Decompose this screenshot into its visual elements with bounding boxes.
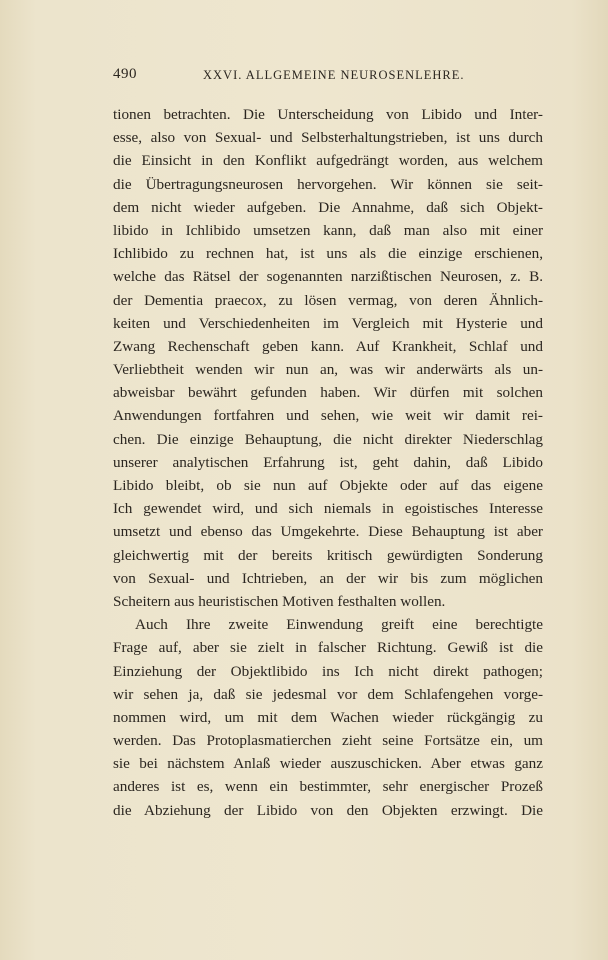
text-line: keiten und Verschiedenheiten im Vergleich mit Hysterie und: [113, 314, 543, 332]
text-line: sie bei nächstem Anlaß wieder auszuschicken. Aber etwas ganz: [113, 755, 543, 773]
text-line: welche das Rätsel der sogenannten narzißtischen Neurosen, z. B.: [113, 268, 543, 286]
text-line: Ichlibido zu rechnen hat, ist uns als die einzige erschienen,: [113, 245, 543, 263]
text-line: Einziehung der Objektlibido ins Ich nicht direkt pathogen;: [113, 662, 543, 680]
text-line: umsetzt und ebenso das Umgekehrte. Diese Behauptung ist aber: [113, 523, 543, 541]
text-line: chen. Die einzige Behauptung, die nicht direkter Niederschlag: [113, 430, 543, 448]
text-line: abweisbar bewährt gefunden haben. Wir dürfen mit solchen: [113, 384, 543, 402]
text-line: wir sehen ja, daß sie jedesmal vor dem Schlafengehen vorge-: [113, 685, 543, 703]
text-line: Libido bleibt, ob sie nun auf Objekte oder auf das eigene: [113, 477, 543, 494]
page-number: 490: [113, 66, 137, 82]
paragraph-end-line: Scheitern aus heuristischen Motiven festhalten wollen.: [113, 592, 446, 610]
text-line: gleichwertig mit der bereits kritisch gewürdigten Sonderung: [113, 546, 543, 564]
text-line: Zwang Rechenschaft geben kann. Auf Krankheit, Schlaf und: [113, 337, 543, 355]
text-line: werden. Das Protoplasmatierchen zieht seine Fortsätze ein, um: [113, 732, 543, 750]
text-line: Verliebtheit wenden wir nun an, was wir anderwärts als un-: [113, 361, 543, 379]
text-line: libido in Ichlibido umsetzen kann, daß man also mit einer: [113, 221, 543, 239]
text-line: unserer analytischen Erfahrung ist, geht dahin, daß Libido: [113, 453, 543, 471]
text-line: die Übertragungsneurosen hervorgehen. Wir können sie seit-: [113, 175, 543, 193]
text-line: die Abziehung der Libido von den Objekten erzwingt. Die: [113, 801, 543, 819]
text-line: Ich gewendet wird, und sich niemals in egoistisches Interesse: [113, 500, 543, 518]
text-line: der Dementia praecox, zu lösen vermag, von deren Ähnlich-: [113, 291, 543, 309]
text-line: Frage auf, aber sie zielt in falscher Richtung. Gewiß ist die: [113, 639, 543, 657]
body-text: [113, 103, 543, 822]
running-head: XXVI. ALLGEMEINE NEUROSENLEHRE.: [203, 68, 465, 82]
text-line: esse, also von Sexual- und Selbsterhaltungstrieben, ist uns durch: [113, 129, 543, 147]
page-header: [113, 66, 491, 88]
text-line: nommen wird, um mit dem Wachen wieder rückgängig zu: [113, 708, 543, 726]
text-line: anderes ist es, wenn ein bestimmter, sehr energischer Prozeß: [113, 778, 543, 796]
paragraph-start-line: Auch Ihre zweite Einwendung greift eine berechtigte: [135, 616, 543, 634]
text-line: tionen betrachten. Die Unterscheidung von Libido und Inter-: [113, 106, 543, 123]
text-line: die Einsicht in den Konflikt aufgedrängt worden, aus welchem: [113, 152, 543, 170]
text-line: von Sexual- und Ichtrieben, an der wir bis zum möglichen: [113, 569, 543, 587]
text-line: dem nicht wieder aufgeben. Die Annahme, daß sich Objekt-: [113, 198, 543, 216]
text-line: Anwendungen fortfahren und sehen, wie weit wir damit rei-: [113, 407, 543, 425]
